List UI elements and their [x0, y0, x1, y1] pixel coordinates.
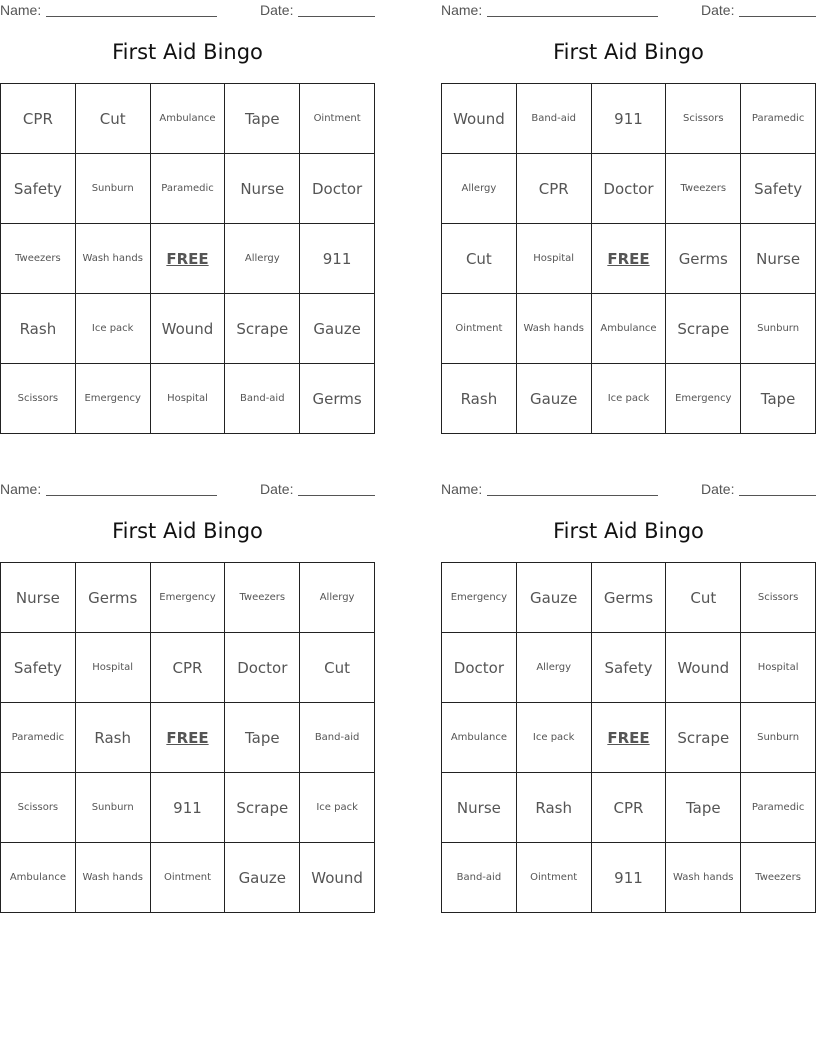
bingo-cell: Doctor: [300, 154, 375, 224]
bingo-cell: 911: [300, 224, 375, 294]
bingo-cell: Wound: [442, 84, 517, 154]
bingo-cell: Emergency: [666, 364, 741, 434]
bingo-cell: Band-aid: [516, 84, 591, 154]
bingo-cell: Rash: [75, 703, 150, 773]
bingo-row: [442, 633, 816, 703]
bingo-cell: Ice pack: [300, 773, 375, 843]
bingo-cell: Safety: [591, 633, 666, 703]
bingo-card-2: [441, 0, 816, 434]
bingo-cell: Scissors: [741, 563, 816, 633]
bingo-cell: Sunburn: [741, 294, 816, 364]
bingo-row: [1, 563, 375, 633]
bingo-cell: Emergency: [75, 364, 150, 434]
bingo-cell: Tweezers: [741, 843, 816, 913]
bingo-row: [442, 364, 816, 434]
name-date-row: [441, 0, 816, 22]
bingo-cell: Scrape: [225, 773, 300, 843]
bingo-cell: Hospital: [75, 633, 150, 703]
bingo-card-3: [0, 479, 375, 913]
bingo-cell: Ambulance: [591, 294, 666, 364]
name-label: Name:: [0, 481, 42, 497]
bingo-cell: Ambulance: [150, 84, 225, 154]
bingo-cell: Wound: [150, 294, 225, 364]
bingo-cell: Doctor: [442, 633, 517, 703]
bingo-cell: CPR: [516, 154, 591, 224]
bingo-cell: Cut: [300, 633, 375, 703]
bingo-cell: Gauze: [225, 843, 300, 913]
bingo-cell: Paramedic: [741, 84, 816, 154]
bingo-cell: Cut: [666, 563, 741, 633]
bingo-cell: Wound: [300, 843, 375, 913]
bingo-row: [1, 633, 375, 703]
free-space-cell: FREE: [591, 224, 666, 294]
bingo-cell: Scrape: [666, 703, 741, 773]
bingo-cell: 911: [150, 773, 225, 843]
bingo-cell: Wash hands: [75, 224, 150, 294]
date-label: Date:: [701, 481, 735, 497]
name-label: Name:: [441, 481, 483, 497]
bingo-cell: Germs: [666, 224, 741, 294]
bingo-cell: Wash hands: [75, 843, 150, 913]
bingo-cell: Cut: [75, 84, 150, 154]
date-blank-line: [298, 495, 375, 496]
bingo-cell: Tape: [666, 773, 741, 843]
bingo-cell: Gauze: [516, 364, 591, 434]
bingo-cell: Nurse: [1, 563, 76, 633]
name-blank-line: [487, 16, 658, 17]
bingo-cell: Allergy: [300, 563, 375, 633]
bingo-cell: Tweezers: [225, 563, 300, 633]
bingo-cell: Nurse: [741, 224, 816, 294]
bingo-cell: Rash: [516, 773, 591, 843]
bingo-cell: 911: [591, 843, 666, 913]
free-space-cell: FREE: [150, 224, 225, 294]
bingo-cell: Ointment: [150, 843, 225, 913]
bingo-cell: Doctor: [591, 154, 666, 224]
bingo-cell: Ointment: [442, 294, 517, 364]
bingo-cell: Doctor: [225, 633, 300, 703]
bingo-grid: [441, 562, 816, 913]
bingo-row: [442, 773, 816, 843]
bingo-row: [442, 224, 816, 294]
bingo-cell: Scissors: [666, 84, 741, 154]
bingo-cell: Ice pack: [75, 294, 150, 364]
card-title: First Aid Bingo: [553, 40, 704, 64]
bingo-cell: CPR: [150, 633, 225, 703]
date-label: Date:: [260, 2, 294, 18]
bingo-cell: Wash hands: [666, 843, 741, 913]
bingo-row: [442, 84, 816, 154]
bingo-cell: Allergy: [225, 224, 300, 294]
name-date-row: [0, 0, 375, 22]
bingo-row: [1, 294, 375, 364]
bingo-cell: Wound: [666, 633, 741, 703]
name-blank-line: [46, 495, 217, 496]
bingo-cell: Cut: [442, 224, 517, 294]
bingo-cell: Safety: [1, 154, 76, 224]
bingo-row: [1, 364, 375, 434]
bingo-cell: Sunburn: [75, 773, 150, 843]
bingo-cell: Gauze: [300, 294, 375, 364]
bingo-cell: Allergy: [442, 154, 517, 224]
bingo-cell: 911: [591, 84, 666, 154]
bingo-card-1: [0, 0, 375, 434]
bingo-card-4: [441, 479, 816, 913]
bingo-grid: [0, 562, 375, 913]
bingo-cell: Ambulance: [442, 703, 517, 773]
bingo-cell: Rash: [1, 294, 76, 364]
bingo-cell: Tape: [741, 364, 816, 434]
date-label: Date:: [701, 2, 735, 18]
bingo-row: [1, 773, 375, 843]
bingo-cell: Ointment: [516, 843, 591, 913]
date-blank-line: [739, 495, 816, 496]
name-blank-line: [487, 495, 658, 496]
bingo-cell: Paramedic: [1, 703, 76, 773]
bingo-cell: Sunburn: [741, 703, 816, 773]
bingo-cell: Germs: [300, 364, 375, 434]
bingo-cell: Germs: [591, 563, 666, 633]
bingo-cell: Sunburn: [75, 154, 150, 224]
bingo-row: [1, 224, 375, 294]
free-space-cell: FREE: [150, 703, 225, 773]
bingo-row: [442, 563, 816, 633]
bingo-cell: Tweezers: [1, 224, 76, 294]
name-date-row: [0, 479, 375, 501]
bingo-row: [1, 703, 375, 773]
date-blank-line: [298, 16, 375, 17]
name-blank-line: [46, 16, 217, 17]
bingo-cell: Scrape: [225, 294, 300, 364]
bingo-cell: Tweezers: [666, 154, 741, 224]
bingo-cell: Emergency: [442, 563, 517, 633]
bingo-cell: Band-aid: [225, 364, 300, 434]
bingo-cell: Hospital: [741, 633, 816, 703]
bingo-row: [442, 154, 816, 224]
bingo-row: [442, 294, 816, 364]
bingo-row: [1, 154, 375, 224]
bingo-cell: Scissors: [1, 773, 76, 843]
bingo-grid: [441, 83, 816, 434]
bingo-row: [442, 843, 816, 913]
bingo-cell: Hospital: [516, 224, 591, 294]
bingo-cell: Wash hands: [516, 294, 591, 364]
card-title: First Aid Bingo: [112, 519, 263, 543]
bingo-cell: Gauze: [516, 563, 591, 633]
bingo-cell: Rash: [442, 364, 517, 434]
bingo-cell: Allergy: [516, 633, 591, 703]
bingo-cell: Band-aid: [300, 703, 375, 773]
bingo-cell: Ointment: [300, 84, 375, 154]
bingo-grid: [0, 83, 375, 434]
name-label: Name:: [0, 2, 42, 18]
bingo-cell: Germs: [75, 563, 150, 633]
free-space-cell: FREE: [591, 703, 666, 773]
bingo-cell: Ice pack: [516, 703, 591, 773]
bingo-cell: Safety: [741, 154, 816, 224]
bingo-cell: Tape: [225, 703, 300, 773]
bingo-cell: Ambulance: [1, 843, 76, 913]
card-title: First Aid Bingo: [553, 519, 704, 543]
bingo-row: [442, 703, 816, 773]
bingo-row: [1, 843, 375, 913]
date-label: Date:: [260, 481, 294, 497]
bingo-cell: CPR: [1, 84, 76, 154]
bingo-cell: CPR: [591, 773, 666, 843]
date-blank-line: [739, 16, 816, 17]
bingo-cell: Nurse: [442, 773, 517, 843]
bingo-cell: Tape: [225, 84, 300, 154]
name-label: Name:: [441, 2, 483, 18]
name-date-row: [441, 479, 816, 501]
bingo-cell: Nurse: [225, 154, 300, 224]
bingo-cell: Paramedic: [150, 154, 225, 224]
bingo-cell: Hospital: [150, 364, 225, 434]
bingo-cell: Paramedic: [741, 773, 816, 843]
bingo-cell: Band-aid: [442, 843, 517, 913]
bingo-cell: Safety: [1, 633, 76, 703]
card-title: First Aid Bingo: [112, 40, 263, 64]
bingo-row: [1, 84, 375, 154]
bingo-cell: Scissors: [1, 364, 76, 434]
bingo-cell: Scrape: [666, 294, 741, 364]
bingo-cell: Emergency: [150, 563, 225, 633]
bingo-cell: Ice pack: [591, 364, 666, 434]
